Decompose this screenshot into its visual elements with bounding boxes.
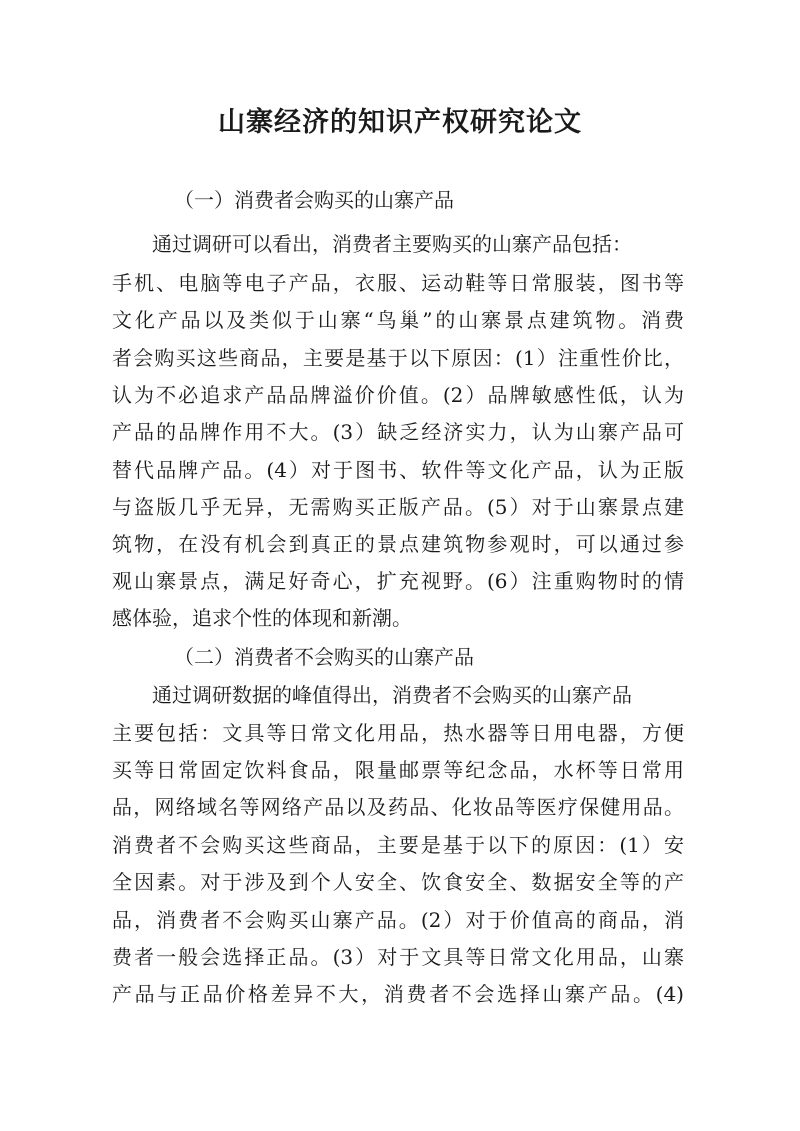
section-heading-1: （一）消费者会购买的山寨产品: [174, 188, 454, 212]
paragraph-line: 观山寨景点，满足好奇心，扩充视野。(6）注重购物时的情: [112, 569, 684, 593]
paragraph-line: 消费者不会购买这些商品，主要是基于以下的原因：(1）安: [112, 833, 684, 857]
paragraph-line: 认为不必追求产品品牌溢价价值。(2）品牌敏感性低，认为: [112, 383, 684, 407]
paragraph-line: 买等日常固定饮料食品，限量邮票等纪念品，水杯等日常用: [112, 758, 684, 782]
paragraph-line: 与盗版几乎无异，无需购买正版产品。(5）对于山寨景点建: [112, 495, 684, 519]
paragraph-line: 品，消费者不会购买山寨产品。(2）对于价值高的商品，消: [112, 908, 684, 932]
paragraph-line: 产品的品牌作用不大。(3）缺乏经济实力，认为山寨产品可: [112, 420, 684, 444]
paragraph-line: 手机、电脑等电子产品，衣服、运动鞋等日常服装，图书等: [112, 271, 684, 295]
paragraph-line: 主要包括：文具等日常文化用品，热水器等日用电器，方便: [112, 721, 684, 745]
paragraph-line: 筑物，在没有机会到真正的景点建筑物参观时，可以通过参: [112, 532, 684, 556]
paragraph-line: 替代品牌产品。(4）对于图书、软件等文化产品，认为正版: [112, 458, 684, 482]
paragraph-line: 通过调研数据的峰值得出，消费者不会购买的山寨产品: [152, 683, 632, 707]
paragraph-line: 全因素。对于涉及到个人安全、饮食安全、数据安全等的产: [112, 870, 684, 894]
paragraph-line: 文化产品以及类似于山寨“鸟巢”的山寨景点建筑物。消费: [112, 308, 684, 332]
paragraph-line: 品，网络域名等网络产品以及药品、化妆品等医疗保健用品。: [112, 795, 684, 819]
paragraph-line: 者会购买这些商品，主要是基于以下原因：(1）注重性价比，: [112, 346, 684, 370]
paragraph-line: 通过调研可以看出，消费者主要购买的山寨产品包括：: [152, 232, 632, 256]
paragraph-line: 感体验，追求个性的体现和新潮。: [112, 606, 412, 630]
document-title: 山寨经济的知识产权研究论文: [218, 107, 582, 138]
paragraph-line: 费者一般会选择正品。(3）对于文具等日常文化用品，山寨: [112, 945, 684, 969]
paragraph-line: 产品与正品价格差异不大，消费者不会选择山寨产品。(4): [112, 982, 684, 1006]
section-heading-2: （二）消费者不会购买的山寨产品: [174, 645, 474, 669]
